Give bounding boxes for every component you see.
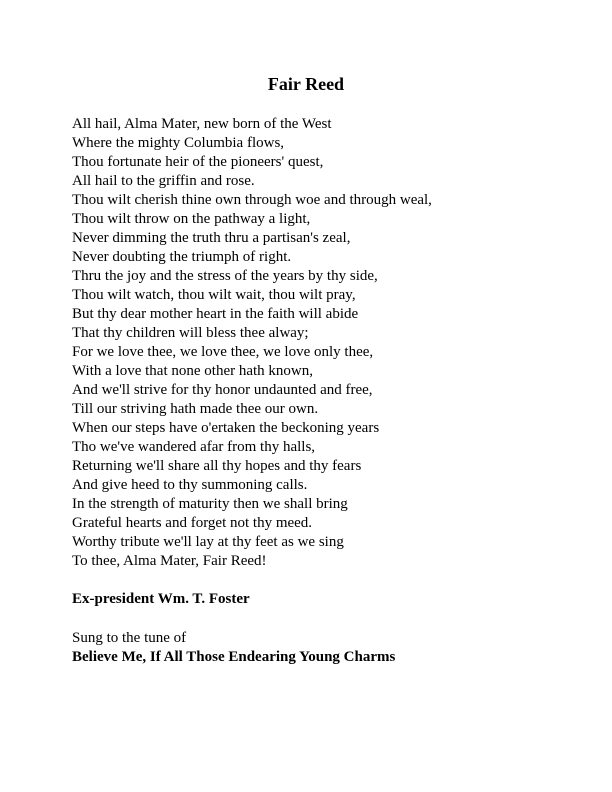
poem-line: All hail, Alma Mater, new born of the West	[72, 116, 332, 132]
poem-line: When our steps have o'ertaken the beckoning years	[72, 420, 380, 436]
poem-line: All hail to the griffin and rose.	[72, 173, 255, 189]
poem-line: Thou wilt watch, thou wilt wait, thou wilt pray,	[72, 287, 356, 303]
poem-line: But thy dear mother heart in the faith will abide	[72, 306, 359, 322]
page-title: Fair Reed	[267, 74, 345, 94]
poem-line: And give heed to thy summoning calls.	[72, 477, 308, 493]
poem-line: With a love that none other hath known,	[72, 363, 314, 379]
poem-line: Tho we've wandered afar from thy halls,	[72, 439, 316, 455]
poem-line: And we'll strive for thy honor undaunted and free,	[72, 382, 373, 398]
author-credit: Ex-president Wm. T. Foster	[72, 591, 250, 607]
tune-name: Believe Me, If All Those Endearing Young Charms	[72, 649, 396, 665]
poem-lyrics	[72, 115, 432, 571]
poem-line: For we love thee, we love thee, we love only thee,	[72, 344, 374, 360]
poem-line: Till our striving hath made thee our own.	[72, 401, 319, 417]
poem-line: In the strength of maturity then we shall bring	[72, 496, 348, 512]
poem-line: Thru the joy and the stress of the years by thy side,	[72, 268, 378, 284]
tune-intro-text: Sung to the tune of	[72, 630, 187, 646]
poem-line: Thou wilt throw on the pathway a light,	[72, 211, 311, 227]
poem-line: Worthy tribute we'll lay at thy feet as we sing	[72, 534, 344, 550]
poem-line: To thee, Alma Mater, Fair Reed!	[72, 553, 267, 569]
poem-line: Grateful hearts and forget not thy meed.	[72, 515, 313, 531]
poem-line: Returning we'll share all thy hopes and thy fears	[72, 458, 362, 474]
poem-line: Thou fortunate heir of the pioneers' quest,	[72, 154, 324, 170]
poem-line: Never doubting the triumph of right.	[72, 249, 292, 265]
poem-line: That thy children will bless thee alway;	[72, 325, 309, 341]
poem-line: Thou wilt cherish thine own through woe and through weal,	[72, 192, 432, 208]
poem-line: Where the mighty Columbia flows,	[72, 135, 285, 151]
poem-line: Never dimming the truth thru a partisan's zeal,	[72, 230, 351, 246]
